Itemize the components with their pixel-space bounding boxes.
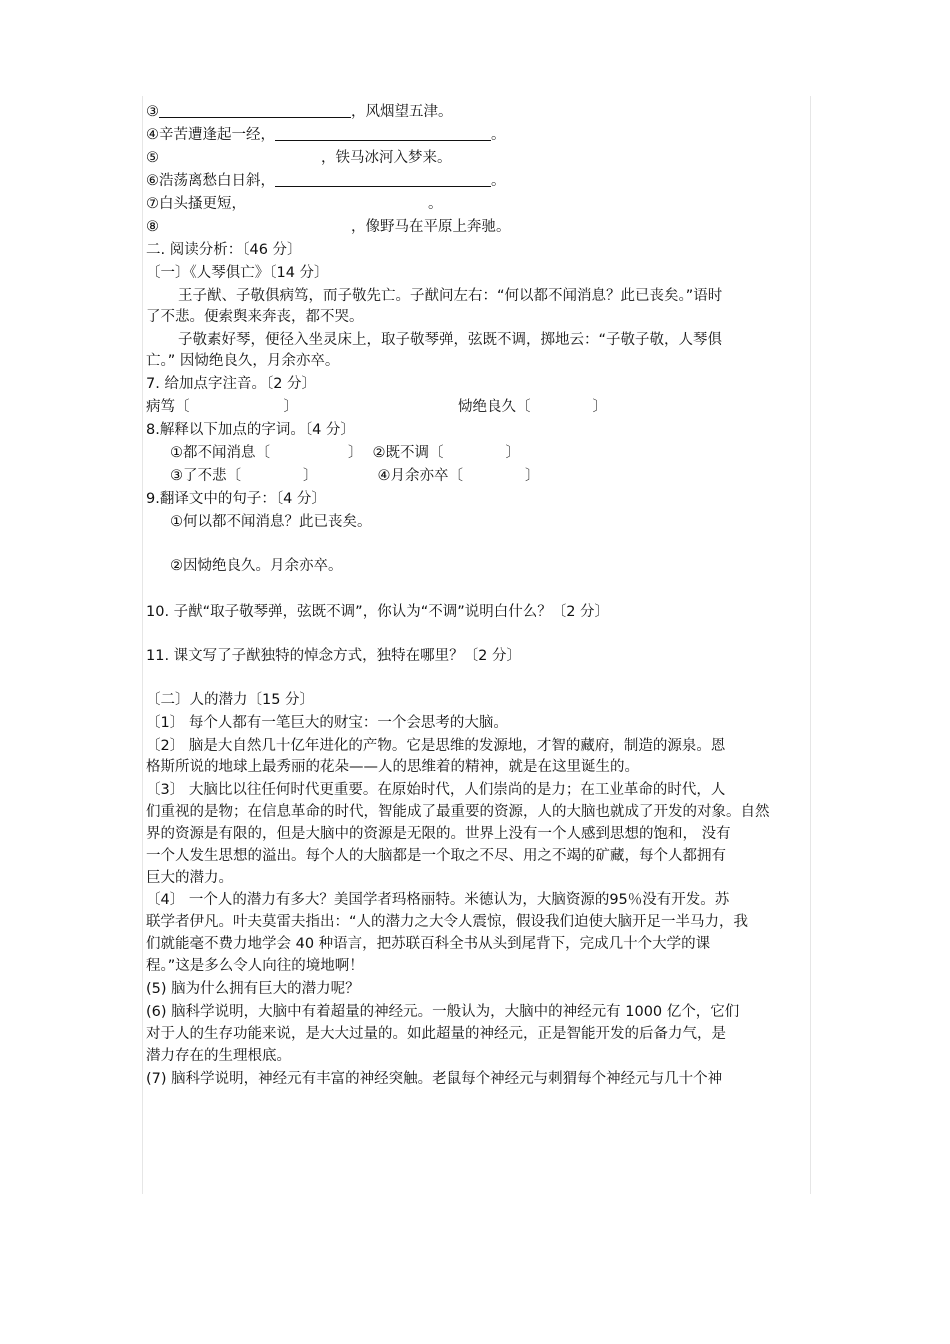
question-11: 11. 课文写了子猷独特的悼念方式，独特在哪里？〔2 分〕 <box>146 648 522 664</box>
passage-line: 对于人的生存功能来说，是大大过量的。如此超量的神经元，正是智能开发的后备力气，是 <box>146 1026 726 1042</box>
answer-blank[interactable] <box>159 102 351 118</box>
item-number: ③ <box>146 104 159 120</box>
item-end: 。 <box>491 173 506 189</box>
answer-label: ①都不闻消息〔 <box>170 445 270 461</box>
item-end: 。 <box>491 127 506 143</box>
bracket: 〕 <box>505 445 520 461</box>
question-7: 7. 给加点字注音。〔2 分〕 <box>146 376 317 392</box>
bracket: 〕 <box>303 468 318 484</box>
passage-line: (5) 脑为什么拥有巨大的潜力呢？ <box>146 981 360 997</box>
passage-line: 们重视的是物；在信息革命的时代，智能成了最重要的资源，人的大脑也就成了开发的对象。自然 <box>146 804 770 820</box>
passage-line: 〔1〕 每个人都有一笔巨大的财宝：一个会思考的大脑。 <box>146 715 508 731</box>
question-7-answers <box>146 397 607 417</box>
question-10: 10. 子猷“取子敬琴弹，弦既不调”，你认为“不调”说明白什么？〔2 分〕 <box>146 604 610 620</box>
passage-line: 潜力存在的生理根底。 <box>146 1048 291 1064</box>
passage-line: 〔4〕 一个人的潜力有多大？美国学者玛格丽特。米德认为，大脑资源的95％没有开发。苏 <box>146 892 730 908</box>
passage-line: 们就能毫不费力地学会 40 种语言，把苏联百科全书从头到尾背下，完成几十个大学的课 <box>146 936 711 952</box>
item-number: ⑧ <box>146 219 159 235</box>
bracket: 〕 <box>525 468 540 484</box>
item-text: ，铁马冰河入梦来。 <box>321 150 452 166</box>
item-number: ⑤ <box>146 150 159 166</box>
answer-label: ③了不悲〔 <box>170 468 241 484</box>
answer-label: 恸绝良久〔 <box>458 399 531 415</box>
answer-blank[interactable] <box>275 171 491 187</box>
bracket: 〕 <box>348 445 363 461</box>
question-8-row1 <box>170 443 520 463</box>
passage-line: (7) 脑科学说明，神经元有丰富的神经突触。老鼠每个神经元与刺猬每个神经元与几十个神 <box>146 1071 723 1087</box>
item-number: ⑦ <box>146 196 159 212</box>
passage-line: 〔2〕 脑是大自然几十亿年进化的产物。它是思维的发源地，才智的藏府，制造的源泉。恩 <box>146 738 726 754</box>
answer-label: ④月余亦卒〔 <box>377 468 463 484</box>
passage-line: 亡。” 因恸绝良久，月余亦卒。 <box>146 353 340 369</box>
part1-title: 〔一〕《人琴俱亡》〔14 分〕 <box>146 265 329 281</box>
question-9-sentence-2: ②因恸绝良久。月余亦卒。 <box>170 558 343 574</box>
passage-line: 王子猷、子敬俱病笃，而子敬先亡。子猷问左右：“何以都不闻消息？此已丧矣。”语时 <box>178 288 723 304</box>
fill-item-6 <box>146 171 506 191</box>
item-text: 辛苦遭逢起一经， <box>159 127 275 143</box>
passage-line: 联学者伊凡。叶夫莫雷夫指出：“人的潜力之大令人震惊，假设我们迫使大脑开足一半马力，我 <box>146 914 749 930</box>
section-title: 二. 阅读分析：〔46 分〕 <box>146 242 302 258</box>
part2-title: 〔二〕人的潜力〔15 分〕 <box>146 692 315 708</box>
passage-line: 巨大的潜力。 <box>146 870 233 886</box>
passage-line: 界的资源是有限的，但是大脑中的资源是无限的。世界上没有一个人感到思想的饱和， 没有 <box>146 826 731 842</box>
question-9: 9.翻译文中的句子：〔4 分〕 <box>146 491 326 507</box>
passage-line: 格斯所说的地球上最秀丽的花朵——人的思维着的精神，就是在这里诞生的。 <box>146 759 639 775</box>
item-text: 浩荡离愁白日斜， <box>159 173 275 189</box>
answer-label: 病笃〔 <box>146 399 190 415</box>
question-8: 8.解释以下加点的字词。〔4 分〕 <box>146 422 355 438</box>
bracket: 〕 <box>592 399 607 415</box>
item-number: ④ <box>146 127 159 143</box>
passage-line: 〔3〕 大脑比以往任何时代更重要。在原始时代，人们崇尚的是力；在工业革命的时代，人 <box>146 782 726 798</box>
fill-item-5 <box>146 148 452 168</box>
answer-label: ②既不调〔 <box>372 445 444 461</box>
question-9-sentence-1: ①何以都不闻消息？此已丧矣。 <box>170 514 372 530</box>
item-text: ，风烟望五津。 <box>351 104 453 120</box>
passage-line: 一个人发生思想的溢出。每个人的大脑都是一个取之不尽、用之不竭的矿藏，每个人都拥有 <box>146 848 726 864</box>
item-text: ，像野马在平原上奔驰。 <box>351 219 511 235</box>
passage-line: (6) 脑科学说明，大脑中有着超量的神经元。一般认为，大脑中的神经元有 1000 亿个，它们 <box>146 1004 740 1020</box>
passage-line: 了不悲。便索舆来奔丧，都不哭。 <box>146 309 364 325</box>
item-end: 。 <box>428 196 443 212</box>
answer-blank[interactable] <box>275 125 491 141</box>
fill-item-4 <box>146 125 506 145</box>
fill-item-8 <box>146 217 511 237</box>
passage-line: 子敬素好琴，便径入坐灵床上，取子敬琴弹，弦既不调，掷地云：“子敬子敬，人琴俱 <box>178 332 723 348</box>
item-text: 白头搔更短， <box>159 196 246 212</box>
item-number: ⑥ <box>146 173 159 189</box>
fill-item-7 <box>146 194 443 214</box>
passage-line: 程。”这是多么令人向往的境地啊！ <box>146 958 364 974</box>
bracket: 〕 <box>283 399 298 415</box>
question-8-row2 <box>170 466 540 486</box>
fill-item-3 <box>146 102 453 122</box>
